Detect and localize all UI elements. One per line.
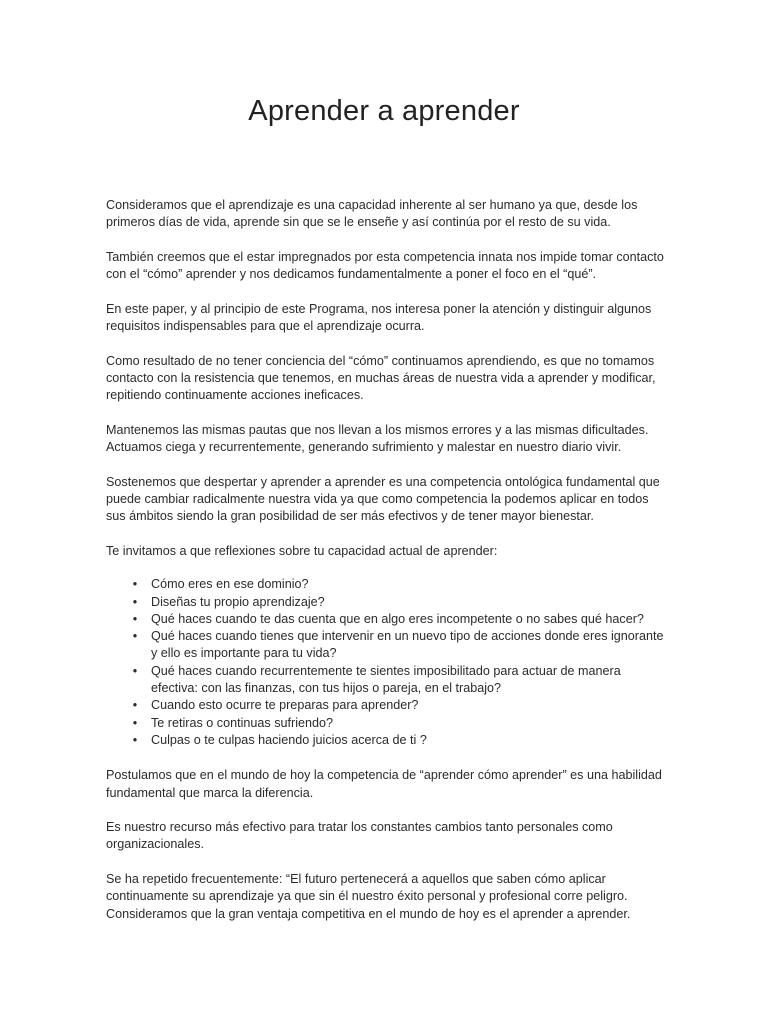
list-item [106, 594, 666, 611]
list-item [106, 732, 666, 749]
list-item-text: Cómo eres en ese dominio? [151, 577, 309, 592]
bullet-icon: • [132, 698, 138, 713]
bullet-icon: • [132, 611, 138, 626]
list-item [106, 697, 666, 714]
paragraph: Consideramos que el aprendizaje es una capacidad inherente al ser humano ya que, desde los primeros días de vida, aprende sin que se le enseñe y así continúa por el resto de su vida. [106, 198, 638, 230]
bullet-icon: • [132, 715, 138, 730]
list-item [106, 611, 666, 628]
bullet-icon: • [132, 577, 138, 592]
paragraph: Es nuestro recurso más efectivo para tratar los constantes cambios tanto personales como organizacionales. [106, 820, 613, 852]
list-item [106, 715, 666, 732]
list-item-text: Qué haces cuando recurrentemente te sientes imposibilitado para actuar de manera efectiva: con las finanzas, con tus hijos o pareja, en el trabajo? [151, 663, 621, 696]
paragraph: Mantenemos las mismas pautas que nos llevan a los mismos errores y a las mismas dificultades. Actuamos ciega y recurrentemente, generando sufrimiento y malestar en nuestro diario vivir. [106, 422, 649, 455]
list-item [106, 576, 666, 593]
page-title: Aprender a aprender [248, 95, 520, 127]
paragraph: Te invitamos a que reflexiones sobre tu capacidad actual de aprender: [106, 543, 498, 558]
list-item-text: Qué haces cuando tienes que intervenir en un nuevo tipo de acciones donde eres ignorante y ello es importante para tu vida? [151, 629, 664, 661]
paragraph: En este paper, y al principio de este Programa, nos interesa poner la atención y distinguir algunos requisitos indispensables para que el aprendizaje ocurra. [106, 301, 652, 334]
list-item [106, 628, 666, 663]
bullet-icon: • [132, 732, 138, 747]
list-item [106, 663, 666, 698]
question-list [106, 576, 666, 749]
paragraph: También creemos que el estar impregnados por esta competencia innata nos impide tomar contacto con el “cómo” aprender y nos dedicamos fundamentalmente a poner el foco en el “qué”. [106, 249, 664, 282]
paragraph: Sostenemos que despertar y aprender a aprender es una competencia ontológica fundamental que puede cambiar radicalmente nuestra vida ya que como competencia la podemos aplicar en todos sus ámbitos siendo la gran posibilidad de ser más efectivos y de tener mayor bienestar. [106, 474, 660, 524]
document-body [106, 197, 666, 940]
paragraph: Se ha repetido frecuentemente: “El futuro pertenecerá a aquellos que saben cómo aplicar continuamente su aprendizaje ya que sin él nuestro éxito personal y profesional corre peligro. Consideramos que la gran ventaja competitiva en el mundo de hoy es el aprender a aprender. [106, 871, 631, 921]
list-item-text: Cuando esto ocurre te preparas para aprender? [151, 698, 419, 713]
paragraph: Postulamos que en el mundo de hoy la competencia de “aprender cómo aprender” es una habilidad fundamental que marca la diferencia. [106, 768, 662, 800]
bullet-icon: • [132, 663, 138, 678]
list-item-text: Culpas o te culpas haciendo juicios acerca de ti ? [151, 732, 427, 747]
list-item-text: Te retiras o continuas sufriendo? [151, 715, 334, 730]
list-item-text: Diseñas tu propio aprendizaje? [151, 594, 325, 609]
paragraph: Como resultado de no tener conciencia del “cómo” continuamos aprendiendo, es que no tomamos contacto con la resistencia que tenemos, en muchas áreas de nuestra vida a aprender y modificar, repitiendo continuamente acciones ineficaces. [106, 353, 656, 403]
bullet-icon: • [132, 629, 138, 644]
list-item-text: Qué haces cuando te das cuenta que en algo eres incompetente o no sabes qué hacer? [151, 611, 644, 626]
bullet-icon: • [132, 594, 138, 609]
